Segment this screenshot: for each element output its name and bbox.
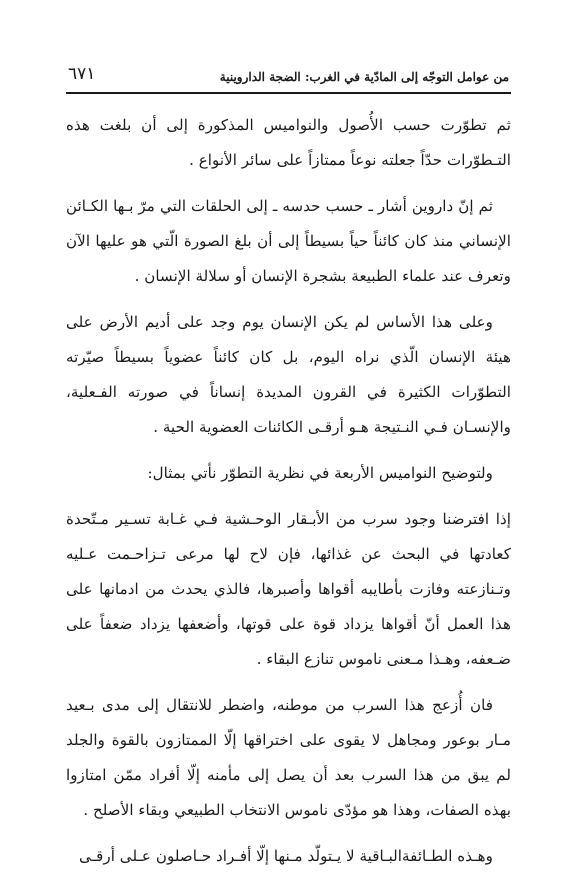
page-number: ٦٧١ <box>68 64 96 84</box>
running-head: من عوامل التوجّه إلى المادّية في الغرب: الضجة الداروينية <box>219 70 509 84</box>
paragraph-4: ولتوضيح النواميس الأربعة في نظرية التطوّر نأتي بمثال: <box>147 464 493 482</box>
paragraph-3: وعلى هذا الأساس لم يكن الإنسان يوم وجد على أديم الأرض على هيئة الإنسان الّذي نراه اليوم، بل كان كائناً عضوياً بسيطاً صيّرته التطوّرات الكثيرة في القرون المديدة إنساناً في صورته الفـعلية، والإنسـان فـي النـتيجة هـو أرقـى الكائنات العضوية الحية . <box>66 313 511 436</box>
paragraph-7: وهـذه الطـائفةالبـاقية لا يـتولّد مـنها إلّا أفـراد حـاصلون عـلى أرقـى <box>79 847 493 865</box>
paragraph-6: فان أُزعج هذا السرب من موطنه، واضطر للانتقال إلى مدى بـعيد مـار بوعور ومجاهل لا يقوى على اختراقها إلّا الممتازون بالقوة والجلد لم يبق من هذا السرب بعد أن يصل إلى مأمنه إلّا أفراد ممّن امتازوا بهذه الصفات، وهذا هو مؤدّى ناموس الانتخاب الطبيعي وبقاء الأصلح . <box>66 696 511 819</box>
paragraph-2: ثم إنّ داروين أشار ـ حسب حدسه ـ إلى الحلقات التي مرّ بـها الكـائن الإنساني منذ كان كائناً حياً بسيطاً إلى أن بلغ الصورة الّتي هو عليها الآن وتعرف عند علماء الطبيعة بشجرة الإنسان أو سلالة الإنسان . <box>66 197 511 285</box>
paragraph-5: إذا افترضنا وجود سرب من الأبـقار الوحـشية فـي غـابة تسـير مـتّحدة كعادتها في البحث عن غذائها، فإن لاح لها مرعى تـزاحـمت عـليه وتـنازعته وفازت بأطايبه أقواها وأصبرها، فالذي يحدث من ادمانها على هذا العمل أنّ أقواها يزداد قوة على قوتها، وأضعفها يزداد ضعفاً على ضـعفه، وهـذا مـعنى ناموس تنازع البقاء . <box>66 510 511 668</box>
header-rule <box>66 92 511 94</box>
page-header <box>68 64 509 84</box>
page-body <box>66 108 511 885</box>
paragraph-1: ثم تطوّرت حسب الأُصول والنواميس المذكورة إلى أن بلغت هذه التـطوّرات حدّاً جعلته نوعاً ممتازاً على سائر الأنواع . <box>66 116 511 169</box>
